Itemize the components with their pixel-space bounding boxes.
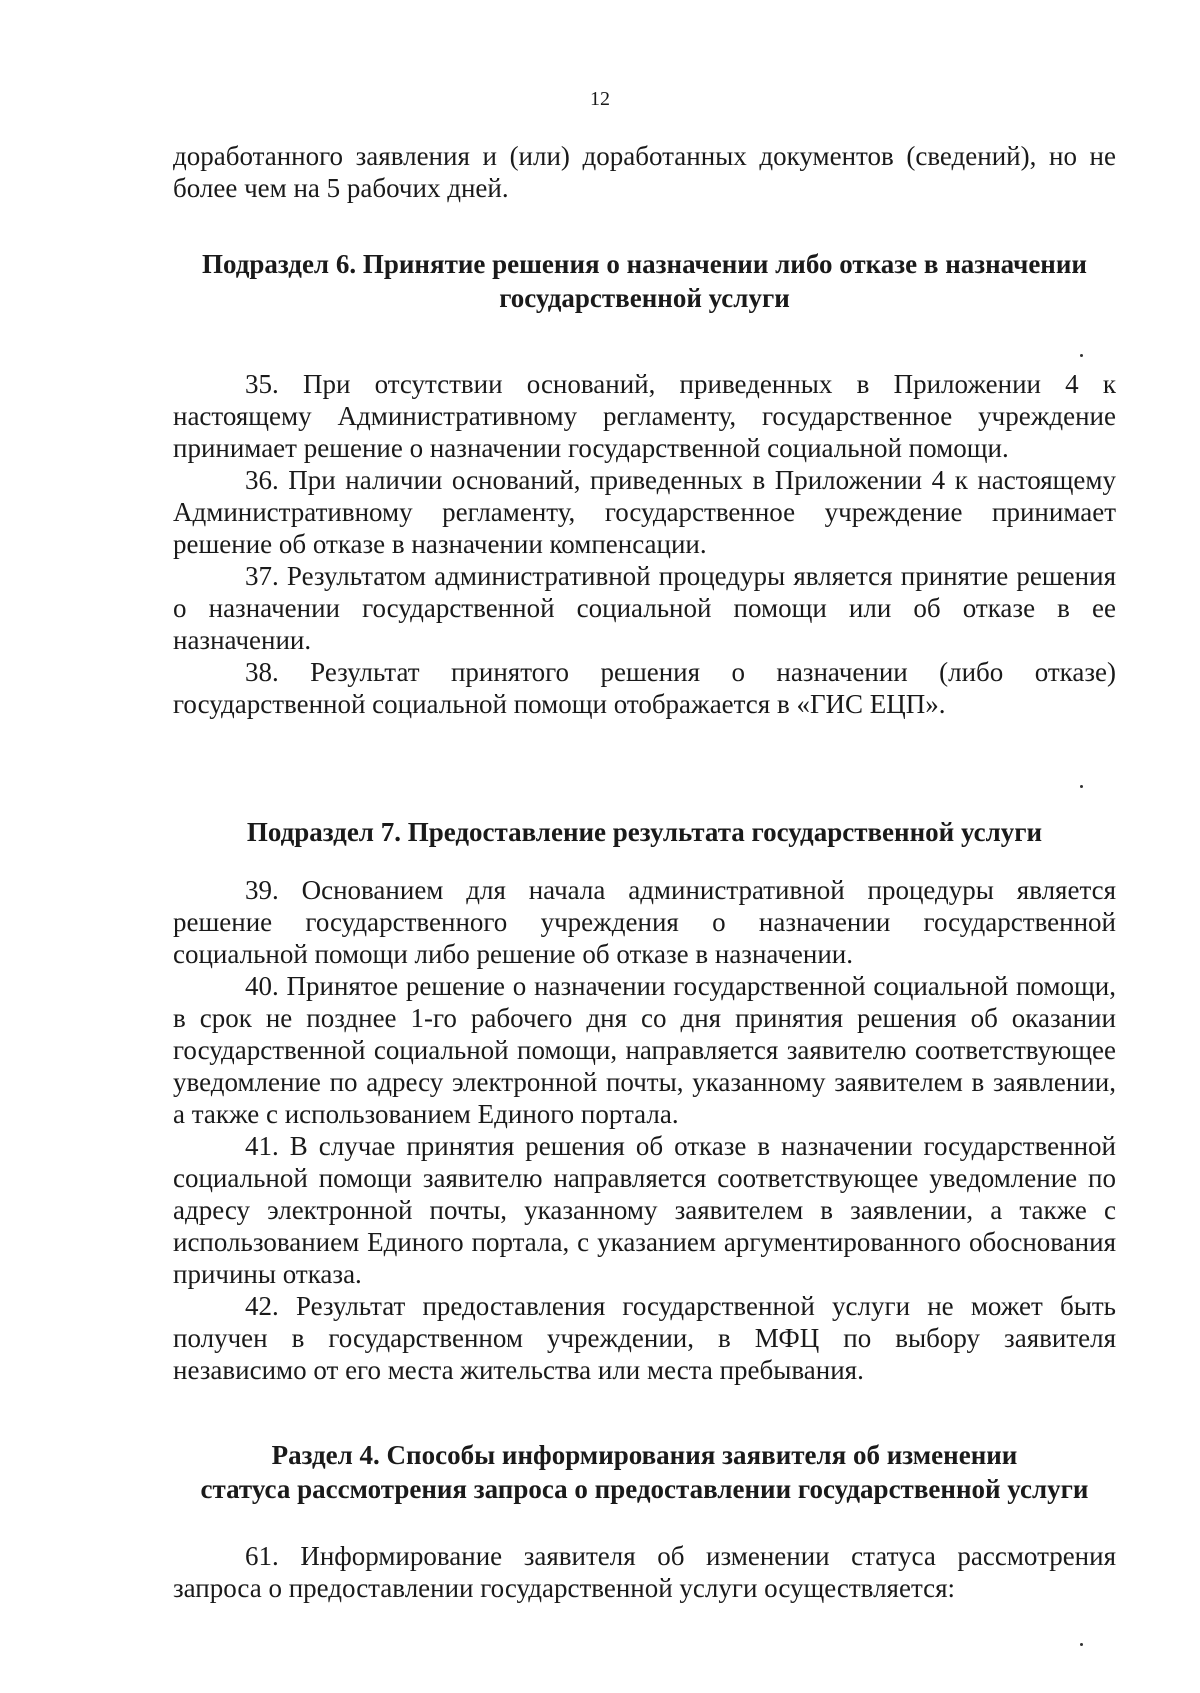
subsection-7-title: Подраздел 7. Предоставление результата государственной услуги — [246, 817, 1043, 847]
paragraph-35: 35. При отсутствии оснований, приведенных в Приложении 4 к настоящему Административному регламенту, государственное учреждение принимает решение о назначении государственной социальной помощи. — [173, 369, 1116, 463]
section-4-title-line-2: статуса рассмотрения запроса о предоставлении государственной услуги — [200, 1474, 1089, 1504]
intro-block — [173, 140, 1116, 204]
paragraph-39: 39. Основанием для начала административной процедуры является решение государственного учреждения о назначении государственной социальной помощи либо решение об отказе в назначении. — [173, 875, 1116, 969]
intro-paragraph: доработанного заявления и (или) доработанных документов (сведений), но не более чем на 5 рабочих дней. — [173, 141, 1116, 203]
subsection-7-body — [173, 874, 1116, 1386]
section-4-title — [173, 1438, 1116, 1506]
scan-speck — [1080, 785, 1083, 788]
paragraph-61: 61. Информирование заявителя об изменении статуса рассмотрения запроса о предоставлении государственной услуги осуществляется: — [173, 1541, 1116, 1603]
page-number: 12 — [590, 88, 610, 110]
subsection-6-title: Подраздел 6. Принятие решения о назначении либо отказе в назначении государственной услуги — [202, 249, 1087, 313]
scan-speck — [1080, 1643, 1083, 1646]
scan-speck — [1080, 354, 1083, 357]
section-4-body — [173, 1540, 1116, 1604]
subsection-6-body — [173, 368, 1116, 720]
section-4-title-line-1: Раздел 4. Способы информирования заявителя об изменении — [271, 1440, 1018, 1470]
paragraph-37: 37. Результатом административной процедуры является принятие решения о назначении государственной социальной помощи или об отказе в ее назначении. — [173, 561, 1116, 655]
paragraph-42: 42. Результат предоставления государственной услуги не может быть получен в государственном учреждении, в МФЦ по выбору заявителя независимо от его места жительства или места пребывания. — [173, 1291, 1116, 1385]
paragraph-38: 38. Результат принятого решения о назначении (либо отказе) государственной социальной помощи отображается в «ГИС ЕЦП». — [173, 657, 1116, 719]
paragraph-41: 41. В случае принятия решения об отказе в назначении государственной социальной помощи заявителю направляется соответствующее уведомление по адресу электронной почты, указанному заявителем в заявлении, а также с использованием Единого портала, с указанием аргументированного обоснования причины отказа. — [173, 1131, 1116, 1289]
paragraph-40: 40. Принятое решение о назначении государственной социальной помощи, в срок не позднее 1-го рабочего дня со дня принятия решения об оказании государственной социальной помощи, направляется заявителю соответствующее уведомление по адресу электронной почты, указанному заявителем в заявлении, а также с использованием Единого портала. — [173, 971, 1116, 1129]
paragraph-36: 36. При наличии оснований, приведенных в Приложении 4 к настоящему Административному регламенту, государственное учреждение принимает решение об отказе в назначении компенсации. — [173, 465, 1116, 559]
